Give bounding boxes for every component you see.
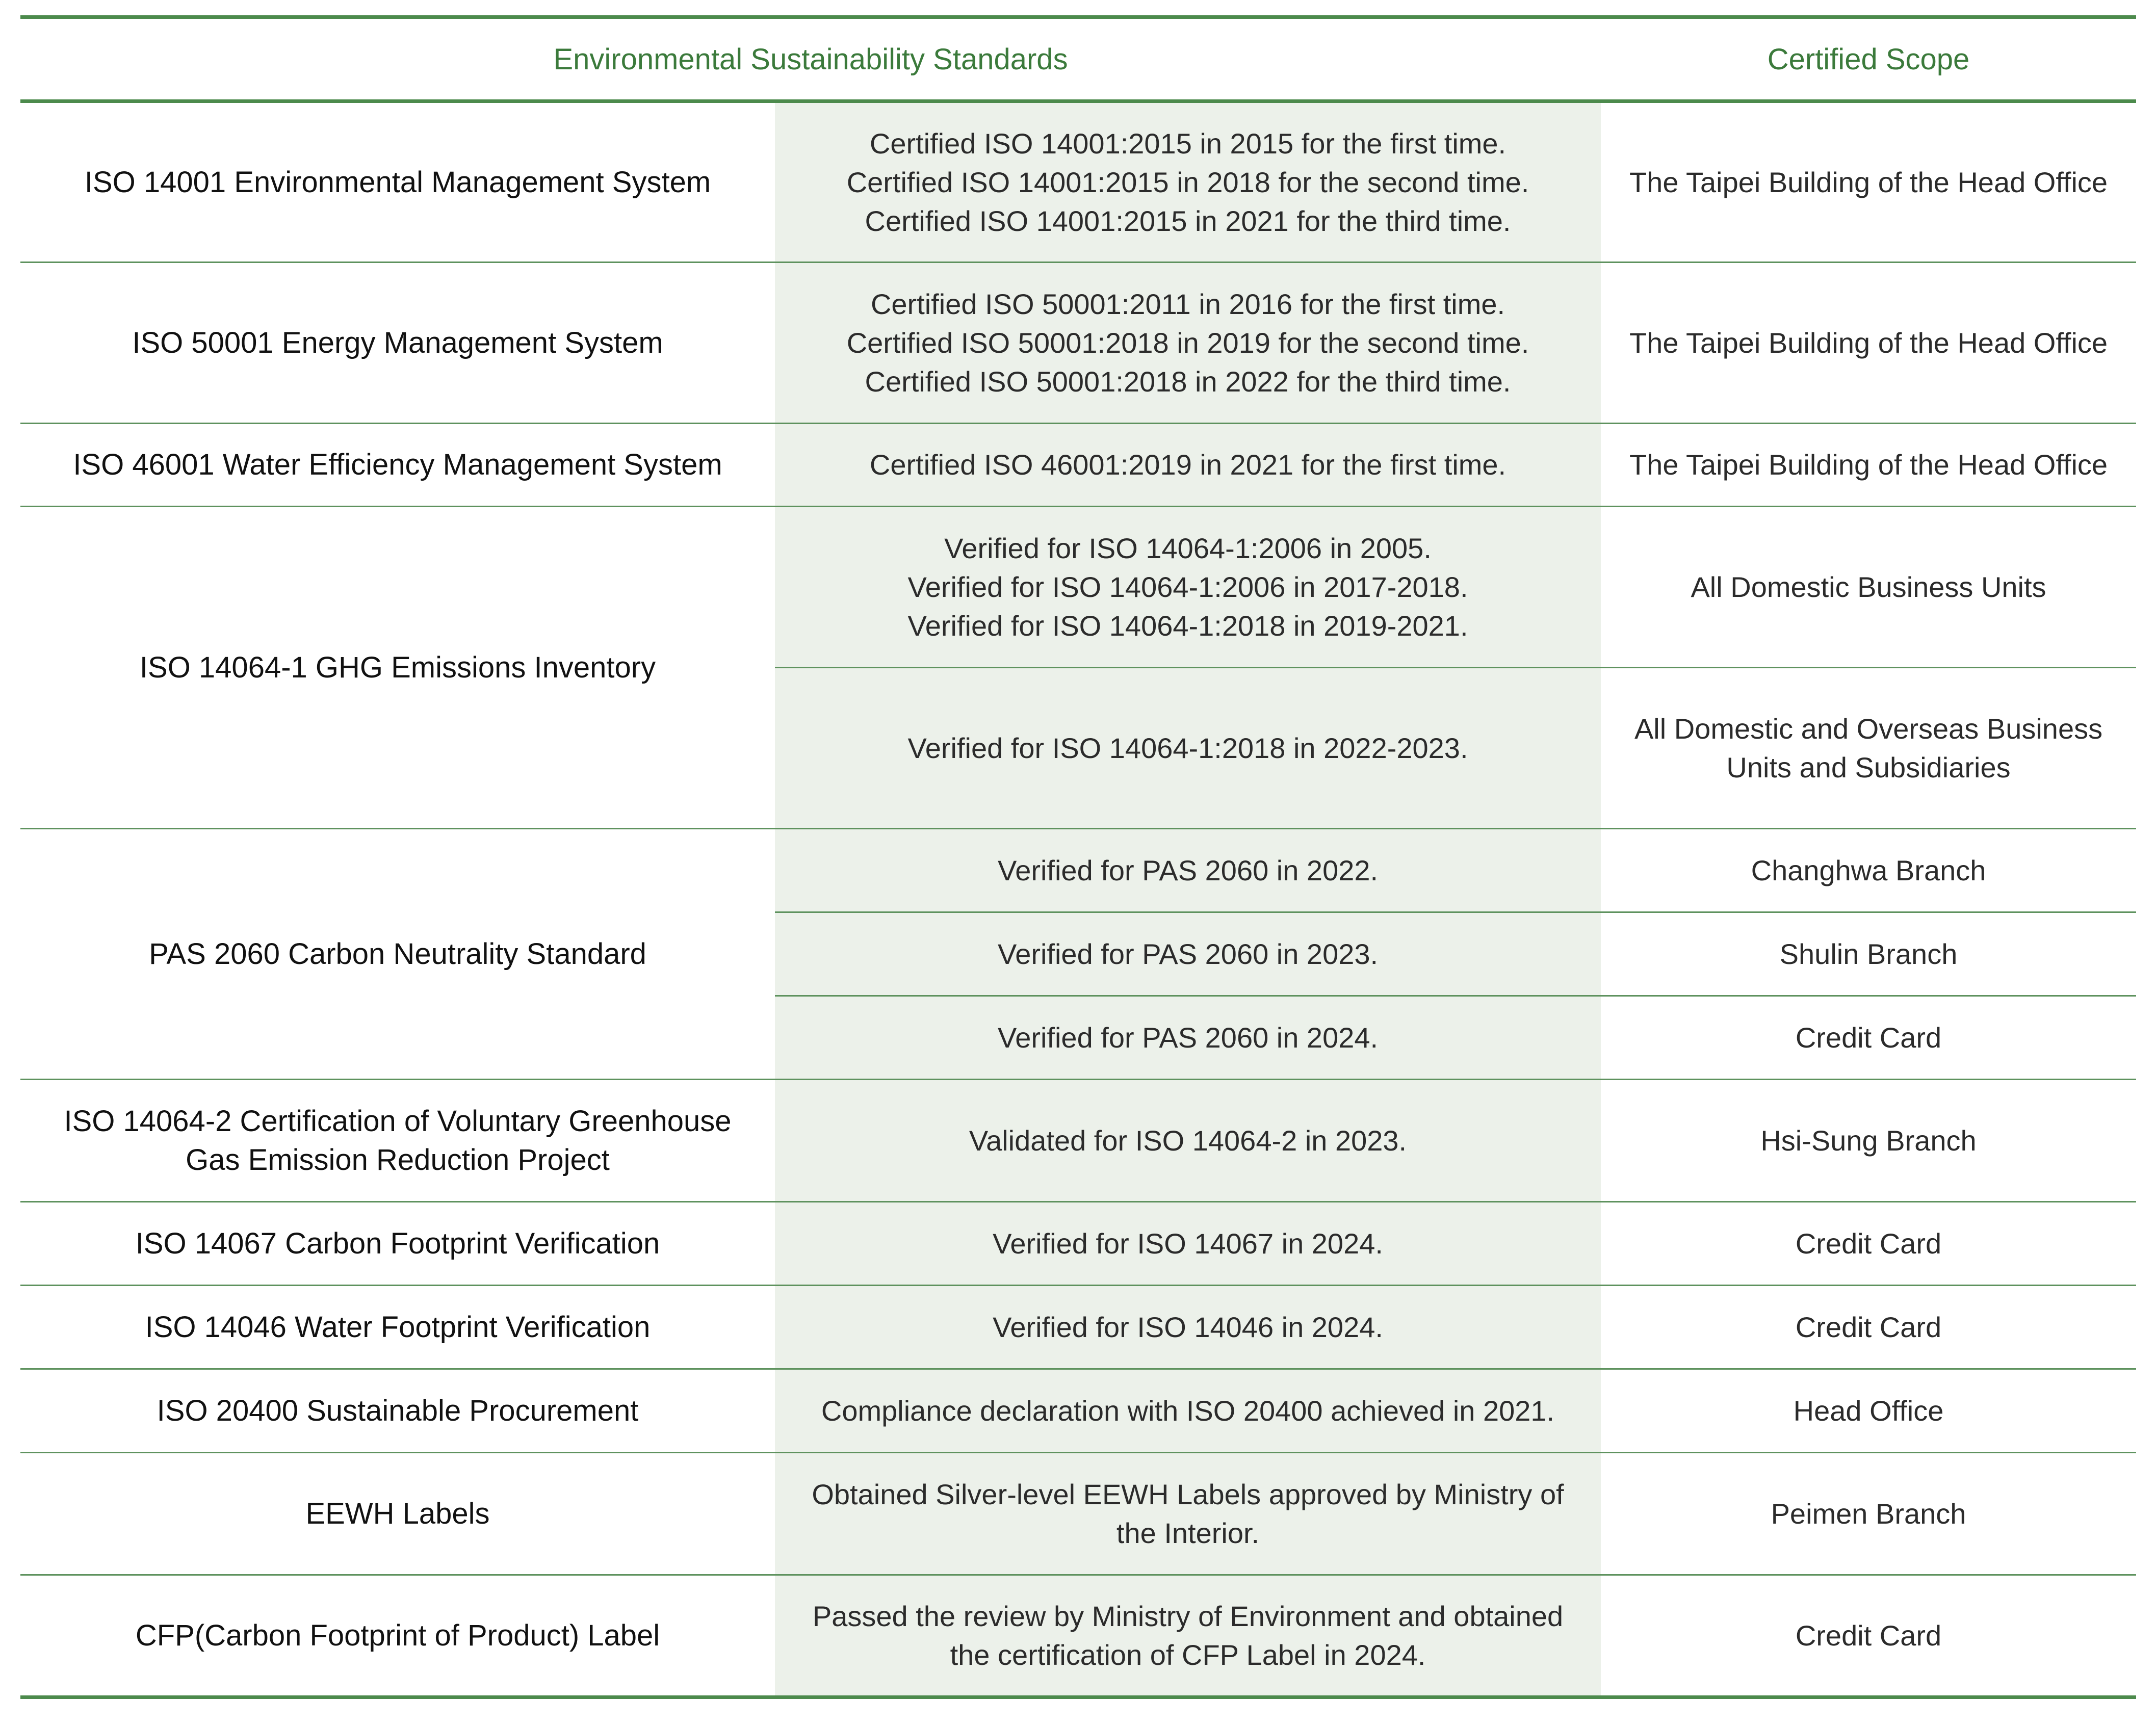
detail-line: Obtained Silver-level EEWH Labels approved by Ministry of [812, 1478, 1564, 1510]
standard-name [20, 1080, 775, 1202]
certified-scope: Peimen Branch [1601, 1453, 2136, 1575]
table-row [20, 1369, 2136, 1453]
standard-name: ISO 50001 Energy Management System [20, 263, 775, 424]
table-row [20, 1575, 2136, 1697]
standard-name: ISO 14046 Water Footprint Verification [20, 1286, 775, 1369]
table-header [20, 17, 2136, 101]
certified-scope: The Taipei Building of the Head Office [1601, 263, 2136, 424]
table-row [20, 101, 2136, 263]
table-row [20, 263, 2136, 424]
certified-scope: Changhwa Branch [1601, 829, 2136, 912]
detail-line: Certified ISO 50001:2018 in 2022 for the third time. [865, 365, 1511, 398]
certification-detail [775, 263, 1601, 424]
table-row [20, 507, 2136, 668]
detail-line: Certified ISO 50001:2011 in 2016 for the first time. [870, 287, 1505, 320]
table-row [20, 1286, 2136, 1369]
certification-detail [775, 101, 1601, 263]
detail-line: Verified for ISO 14064-1:2006 in 2005. [944, 532, 1432, 564]
certified-scope: All Domestic Business Units [1601, 507, 2136, 668]
table-row [20, 1202, 2136, 1286]
certification-table [20, 15, 2136, 1699]
table-row [20, 1080, 2136, 1202]
certified-scope: Shulin Branch [1601, 912, 2136, 996]
certification-detail [775, 1575, 1601, 1697]
header-standards: Environmental Sustainability Standards [553, 42, 1068, 76]
detail-line: Passed the review by Ministry of Environment and obtained [812, 1600, 1564, 1632]
certified-scope: Credit Card [1601, 1575, 2136, 1697]
certification-detail: Compliance declaration with ISO 20400 achieved in 2021. [775, 1369, 1601, 1453]
certification-detail: Verified for ISO 14046 in 2024. [775, 1286, 1601, 1369]
standard-name: CFP(Carbon Footprint of Product) Label [20, 1575, 775, 1697]
detail-line: the certification of CFP Label in 2024. [950, 1638, 1426, 1671]
certified-scope: Credit Card [1601, 1202, 2136, 1286]
certified-scope: The Taipei Building of the Head Office [1601, 101, 2136, 263]
standard-name: ISO 14067 Carbon Footprint Verification [20, 1202, 775, 1286]
detail-line: Certified ISO 14001:2015 in 2018 for the second time. [846, 166, 1529, 198]
standards-table [20, 15, 2136, 1699]
certified-scope: Credit Card [1601, 1286, 2136, 1369]
detail-line: Certified ISO 50001:2018 in 2019 for the second time. [846, 326, 1529, 359]
certified-scope: The Taipei Building of the Head Office [1601, 424, 2136, 507]
table-row [20, 1453, 2136, 1575]
standard-name: PAS 2060 Carbon Neutrality Standard [20, 829, 775, 1080]
standard-line: Gas Emission Reduction Project [186, 1143, 610, 1176]
standard-line: ISO 14064-2 Certification of Voluntary Greenhouse [64, 1104, 732, 1138]
standard-name: ISO 14064-1 GHG Emissions Inventory [20, 507, 775, 829]
scope-line: Units and Subsidiaries [1726, 751, 2011, 783]
certification-detail [775, 507, 1601, 668]
standard-name: ISO 20400 Sustainable Procurement [20, 1369, 775, 1453]
detail-line: Verified for ISO 14064-1:2006 in 2017-2018. [907, 570, 1468, 603]
standard-name: ISO 46001 Water Efficiency Management System [20, 424, 775, 507]
certification-detail: Verified for ISO 14064-1:2018 in 2022-2023. [775, 668, 1601, 829]
certification-detail: Verified for PAS 2060 in 2022. [775, 829, 1601, 912]
certification-detail: Verified for PAS 2060 in 2023. [775, 912, 1601, 996]
certified-scope: Head Office [1601, 1369, 2136, 1453]
certification-detail [775, 1453, 1601, 1575]
certification-detail: Verified for ISO 14067 in 2024. [775, 1202, 1601, 1286]
scope-line: All Domestic and Overseas Business [1634, 712, 2103, 745]
certification-detail: Validated for ISO 14064-2 in 2023. [775, 1080, 1601, 1202]
certified-scope: Credit Card [1601, 996, 2136, 1080]
header-scope: Certified Scope [1767, 42, 1970, 76]
detail-line: Certified ISO 14001:2015 in 2015 for the first time. [869, 127, 1506, 160]
standard-name: ISO 14001 Environmental Management System [20, 101, 775, 263]
certified-scope [1601, 668, 2136, 829]
certified-scope: Hsi-Sung Branch [1601, 1080, 2136, 1202]
certification-detail: Verified for PAS 2060 in 2024. [775, 996, 1601, 1080]
detail-line: the Interior. [1116, 1516, 1260, 1549]
certification-detail: Certified ISO 46001:2019 in 2021 for the first time. [775, 424, 1601, 507]
standard-name: EEWH Labels [20, 1453, 775, 1575]
table-row [20, 424, 2136, 507]
table-row [20, 829, 2136, 912]
detail-line: Verified for ISO 14064-1:2018 in 2019-2021. [907, 609, 1468, 642]
detail-line: Certified ISO 14001:2015 in 2021 for the third time. [865, 204, 1511, 237]
